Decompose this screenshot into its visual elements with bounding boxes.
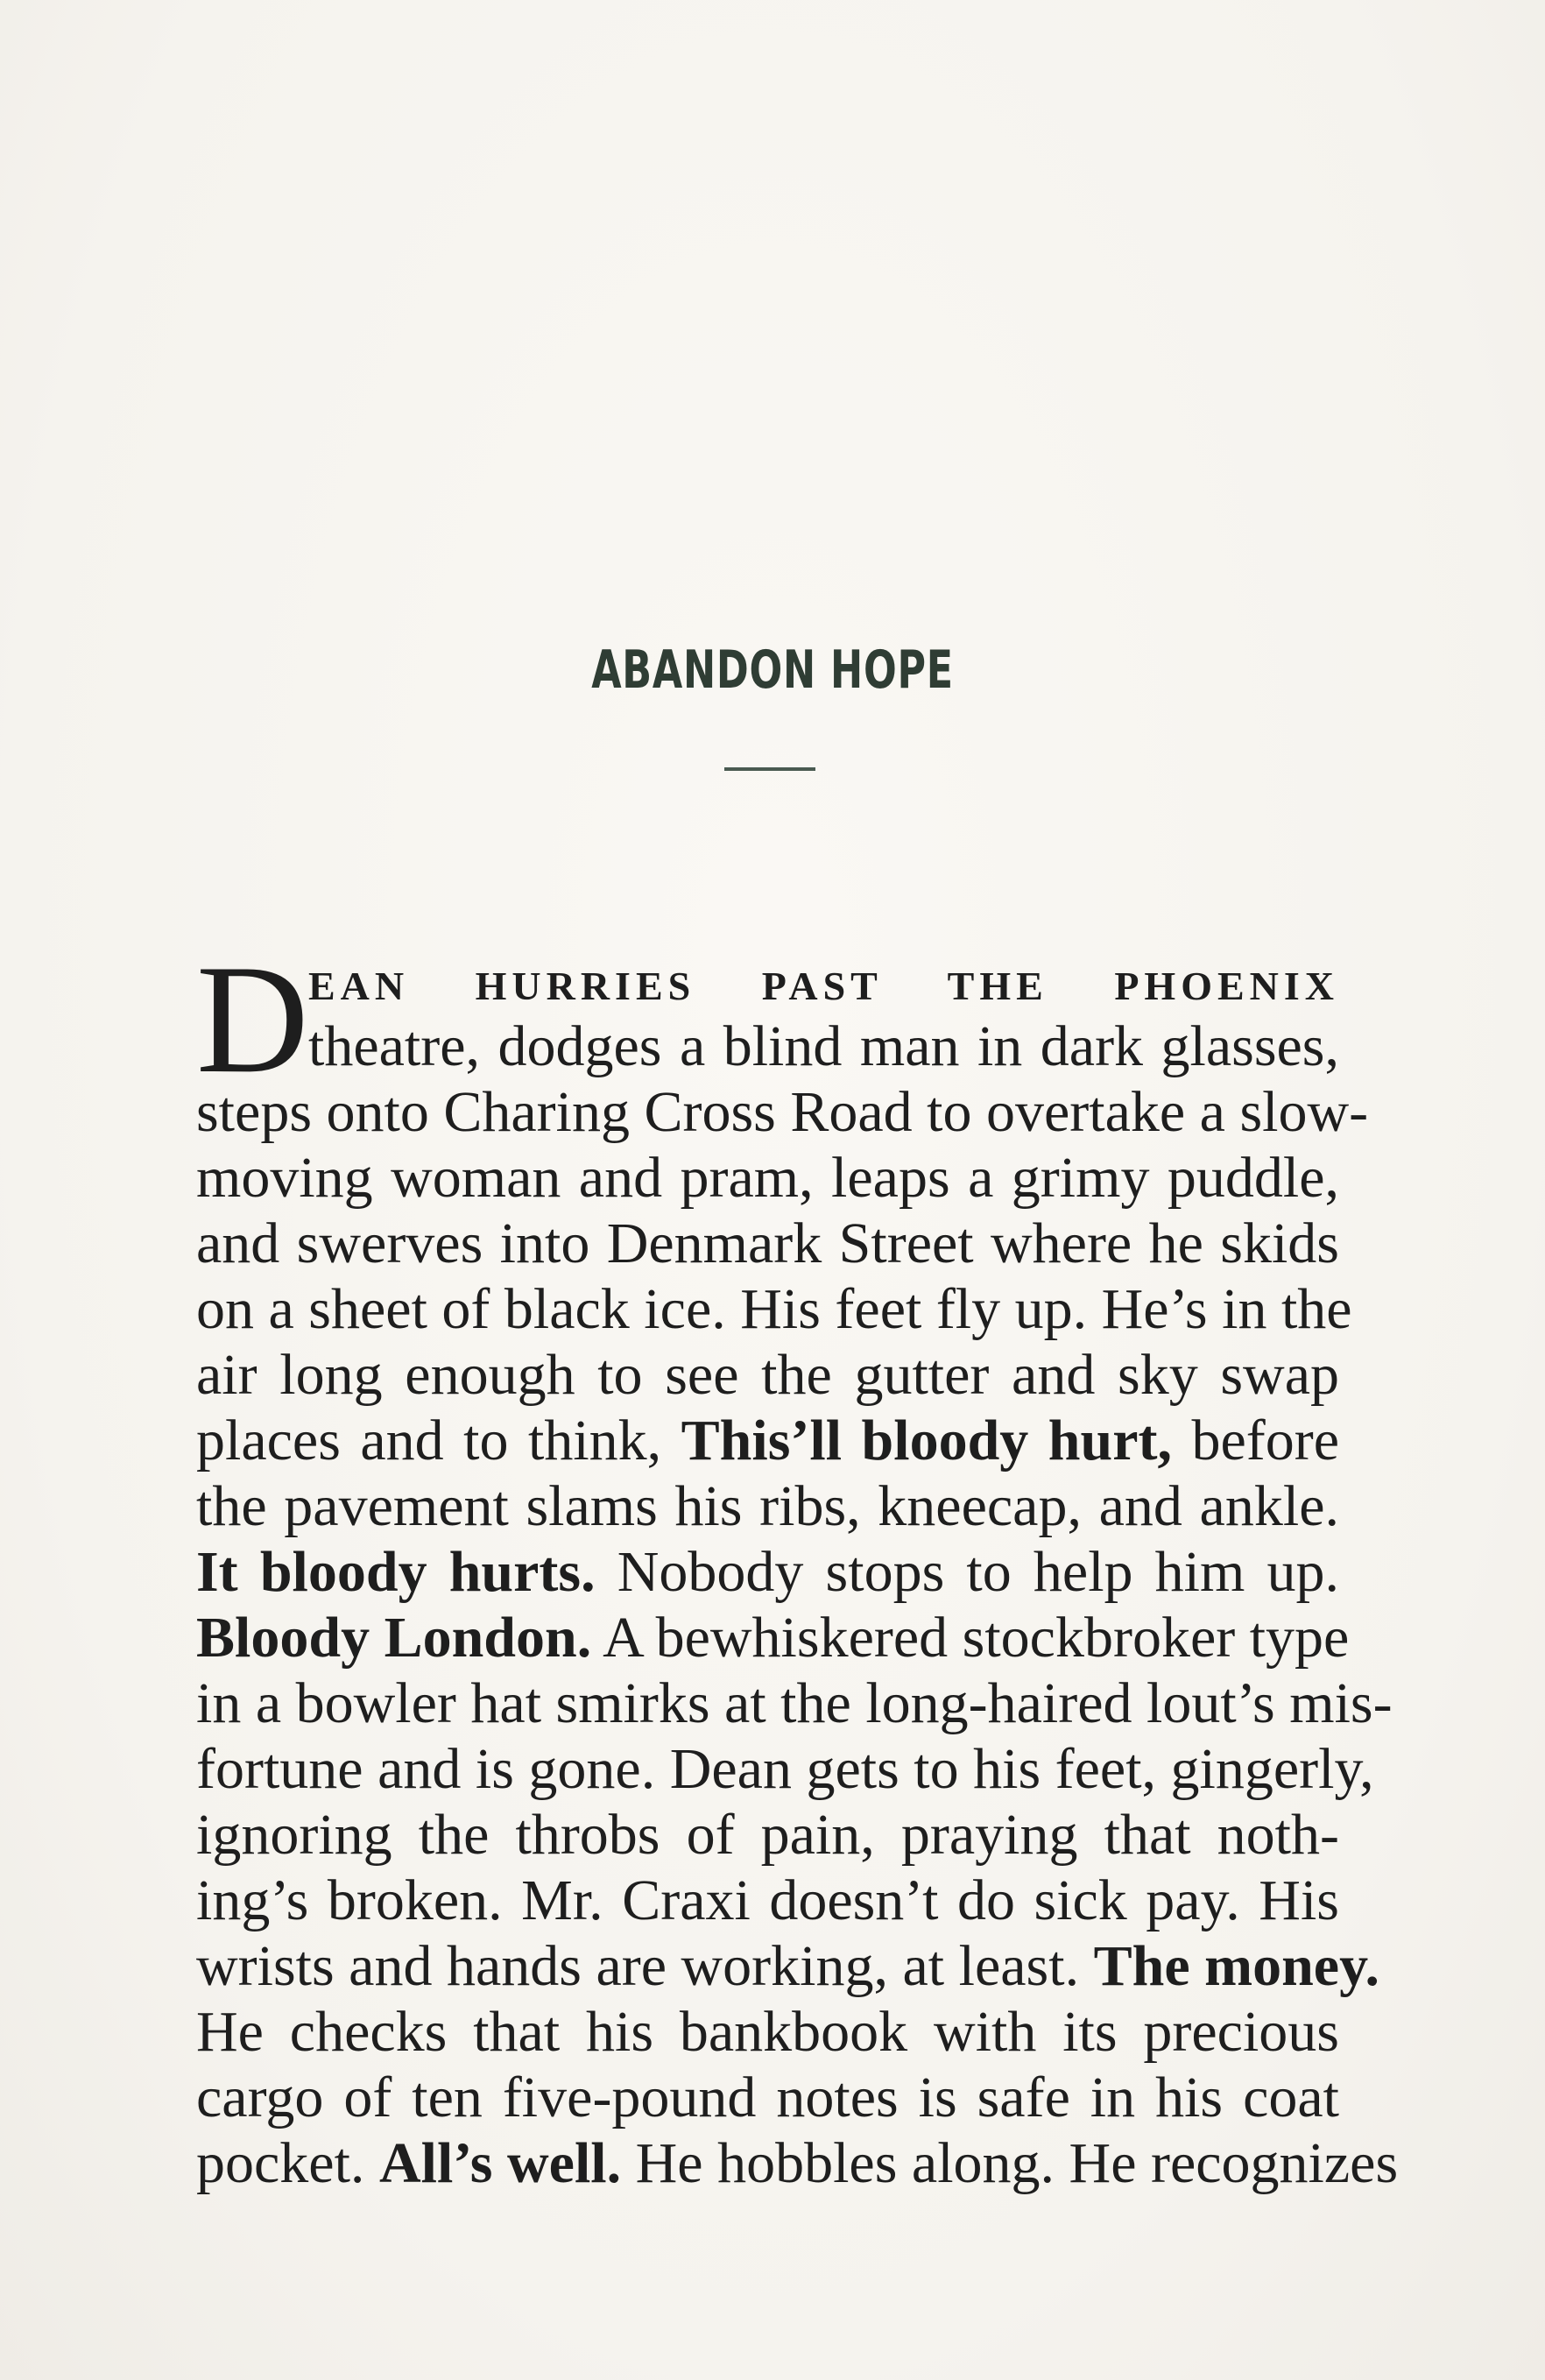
text-line: ignoring the throbs of pain, praying that noth- <box>196 1803 1339 1867</box>
emphasis-text: The money. <box>1093 1934 1379 1998</box>
text-line: and swerves into Denmark Street where he skids <box>196 1211 1339 1275</box>
text-line: ing’s broken. Mr. Craxi doesn’t do sick pay. His <box>196 1868 1339 1932</box>
text-line: It bloody hurts. Nobody stops to help him up. <box>196 1540 1340 1604</box>
text-line: Bloody London. A bewhiskered stockbroker type <box>196 1606 1350 1670</box>
emphasis-text: It bloody hurts. <box>196 1540 596 1604</box>
emphasis-text: This’ll bloody hurt, <box>681 1409 1172 1472</box>
text-line: theatre, dodges a blind man in dark glasses, <box>308 1014 1339 1078</box>
emphasis-text: All’s well. <box>378 2131 622 2195</box>
text-line: on a sheet of black ice. His feet fly up. He’s in the <box>196 1277 1352 1341</box>
text-line: steps onto Charing Cross Road to overtake a slow- <box>196 1080 1369 1144</box>
text-line: places and to think, This’ll bloody hurt, before <box>196 1409 1339 1472</box>
text-line: moving woman and pram, leaps a grimy puddle, <box>196 1146 1339 1210</box>
text-line: in a bowler hat smirks at the long-haired lout’s mis- <box>196 1671 1393 1735</box>
text-line: pocket. All’s well. He hobbles along. He recognizes <box>196 2131 1399 2195</box>
title-rule <box>724 767 815 771</box>
body-text <box>196 932 1399 2196</box>
text-line: air long enough to see the gutter and sky swap <box>196 1343 1339 1407</box>
text-line: He checks that his bankbook with its precious <box>196 2000 1339 2064</box>
drop-cap: D <box>196 932 309 1105</box>
text-line: the pavement slams his ribs, kneecap, and ankle. <box>196 1474 1339 1538</box>
text-line: wrists and hands are working, at least. The money. <box>196 1934 1379 1998</box>
chapter-title: ABANDON HOPE <box>591 639 954 701</box>
text-line: fortune and is gone. Dean gets to his feet, gingerly, <box>196 1737 1374 1801</box>
text-line: cargo of ten five-pound notes is safe in his coat <box>196 2066 1339 2129</box>
text-line: EAN HURRIES PAST THE PHOENIX <box>308 964 1339 1008</box>
emphasis-text: Bloody London. <box>196 1606 592 1670</box>
